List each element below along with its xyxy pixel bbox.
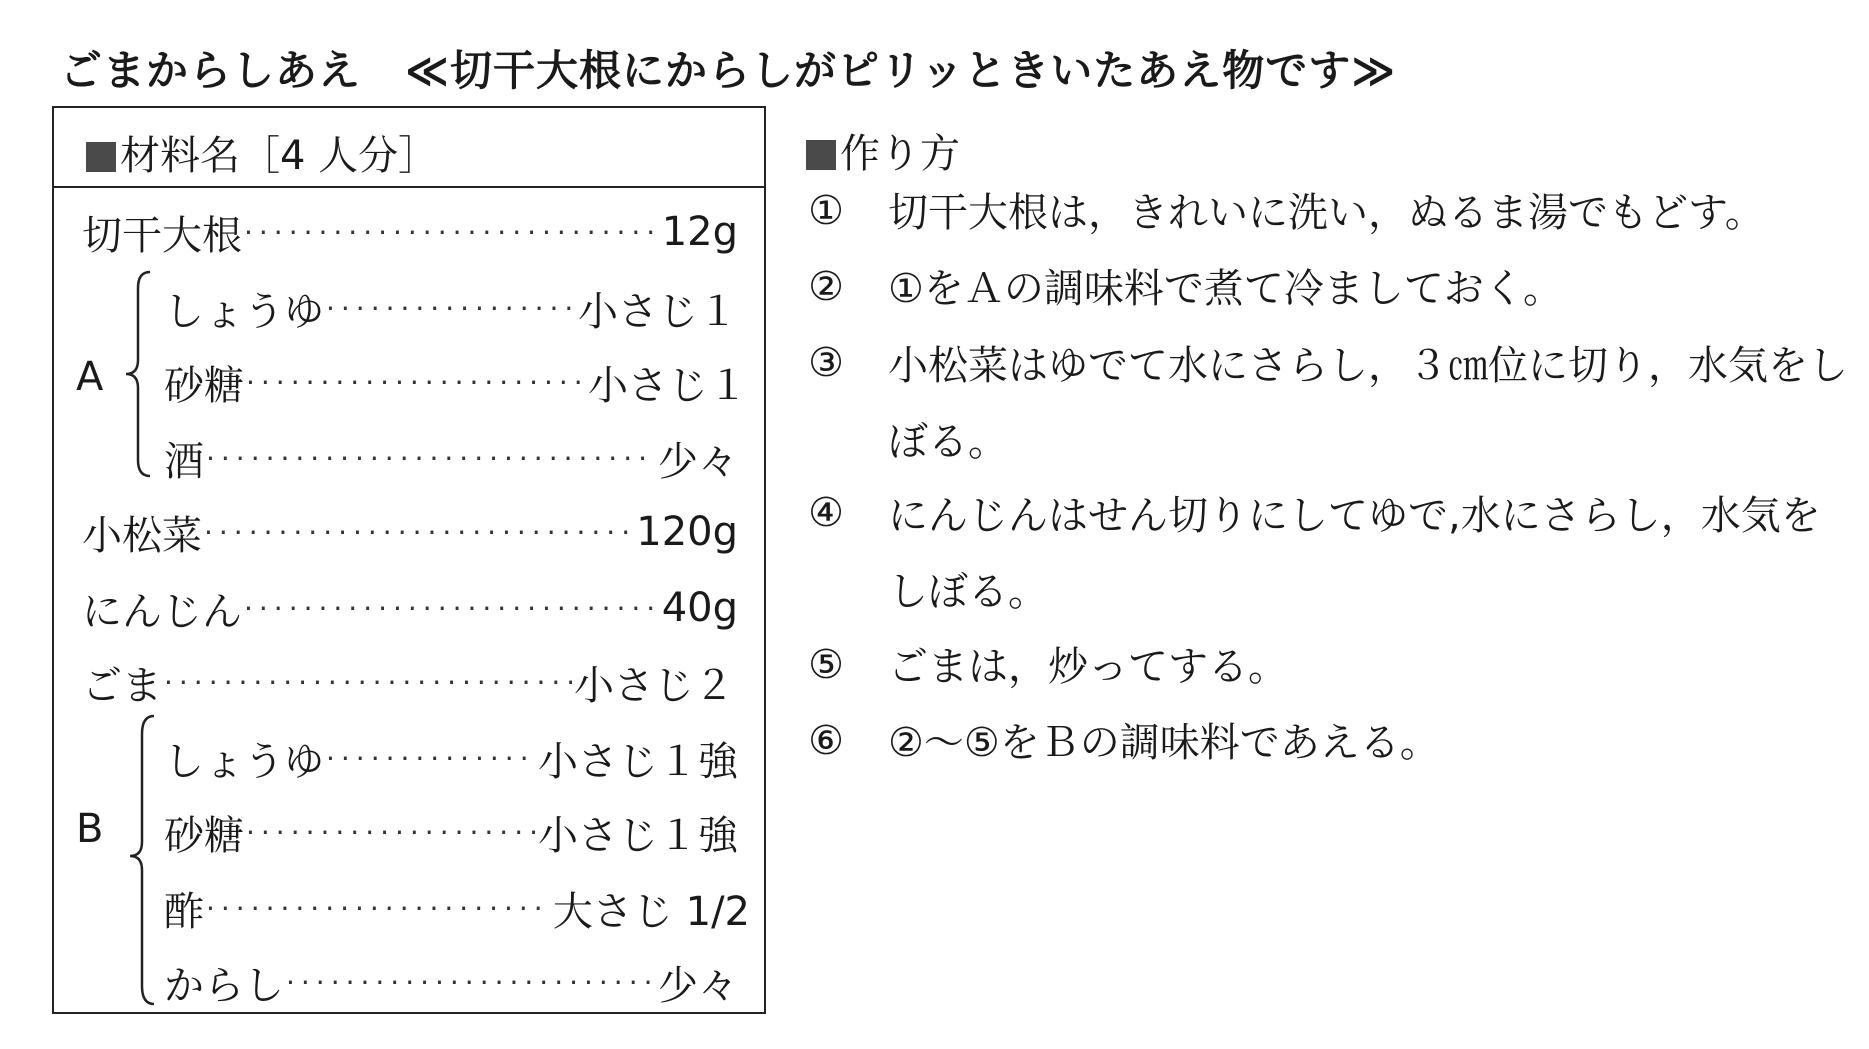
group-a-label: A: [76, 354, 104, 400]
ingredient-row: [82, 202, 738, 262]
leader-dots: [246, 366, 586, 399]
leader-dots: [206, 442, 656, 475]
ingredient-amount: 小さじ１強: [538, 812, 738, 859]
ingredient-amount: 小さじ１: [578, 288, 738, 335]
ingredient-row: [82, 502, 738, 562]
ingredient-amount: 小さじ１強: [538, 738, 738, 785]
step-number: ⑤: [808, 642, 844, 688]
leader-dots: [326, 742, 536, 775]
ingredient-amount: 40g: [661, 585, 738, 631]
recipe-name: ごまからしあえ: [60, 46, 362, 95]
ingredient-row: [164, 728, 738, 788]
ingredients-box: [52, 106, 766, 1014]
ingredient-amount: 小さじ２: [574, 662, 734, 709]
ingredients-title: 材料名［4 人分］: [120, 133, 439, 179]
method-title: 作り方: [840, 131, 960, 177]
ingredient-name: しょうゆ: [164, 738, 324, 785]
step-number: ③: [808, 340, 844, 386]
step-text: にんじんはせん切りにしてゆで,水にさらし，水気をしぼる。: [888, 493, 1821, 615]
ingredient-name: 砂糖: [164, 362, 244, 409]
step-number: ④: [808, 490, 844, 536]
ingredient-name: 砂糖: [164, 812, 244, 859]
method-header: [806, 122, 960, 179]
leader-dots: [244, 592, 660, 625]
leader-dots: [326, 292, 576, 325]
ingredient-row: [164, 278, 738, 338]
leader-dots: [164, 666, 572, 699]
ingredient-row: [82, 652, 734, 712]
ingredient-name: ごま: [82, 662, 162, 709]
step-text: ①をＡの調味料で煮て冷ましておく。: [888, 266, 1564, 312]
ingredients-header: [54, 108, 764, 188]
group-b-brace: [124, 708, 164, 1012]
step-number: ⑥: [808, 718, 844, 764]
recipe-subtitle: ≪切干大根にからしがピリッときいたあえ物です≫: [405, 46, 1397, 95]
step-text: 切干大根は，きれいに洗い，ぬるま湯でもどす。: [888, 190, 1765, 236]
step-text: ②～⑤をＢの調味料であえる。: [888, 720, 1440, 766]
step-number: ①: [808, 188, 844, 234]
page-title: [60, 38, 1396, 98]
ingredient-amount: 少々: [658, 962, 738, 1009]
ingredient-name: にんじん: [82, 588, 242, 635]
ingredient-name: からし: [164, 962, 284, 1009]
ingredient-name: 小松菜: [82, 512, 202, 559]
ingredient-amount: 120g: [636, 509, 738, 555]
ingredient-row: [164, 802, 738, 862]
square-bullet-icon: [86, 142, 116, 172]
leader-dots: [286, 966, 656, 999]
ingredient-name: 酒: [164, 438, 204, 485]
step-text: 小松菜はゆでて水にさらし，３㎝位に切り，水気をしぼる。: [888, 343, 1848, 465]
leader-dots: [246, 816, 536, 849]
ingredient-row: [164, 952, 738, 1012]
ingredient-amount: 大さじ 1/2: [552, 888, 750, 935]
ingredient-amount: 12g: [661, 209, 738, 255]
step-number: ②: [808, 264, 844, 310]
ingredient-row: [164, 428, 738, 488]
group-b-label: B: [76, 806, 104, 852]
ingredient-amount: 少々: [658, 438, 738, 485]
ingredient-row: [164, 352, 748, 412]
ingredient-row: [82, 578, 738, 638]
ingredient-name: 切干大根: [82, 212, 242, 259]
group-a-brace: [120, 264, 160, 484]
leader-dots: [206, 892, 551, 925]
ingredient-row: [164, 878, 750, 938]
step-text: ごまは，炒ってする。: [888, 644, 1288, 690]
ingredient-name: しょうゆ: [164, 288, 324, 335]
square-bullet-icon: [806, 140, 836, 170]
ingredient-name: 酢: [164, 888, 204, 935]
leader-dots: [204, 516, 634, 549]
ingredient-amount: 小さじ１: [588, 362, 748, 409]
leader-dots: [244, 216, 660, 249]
